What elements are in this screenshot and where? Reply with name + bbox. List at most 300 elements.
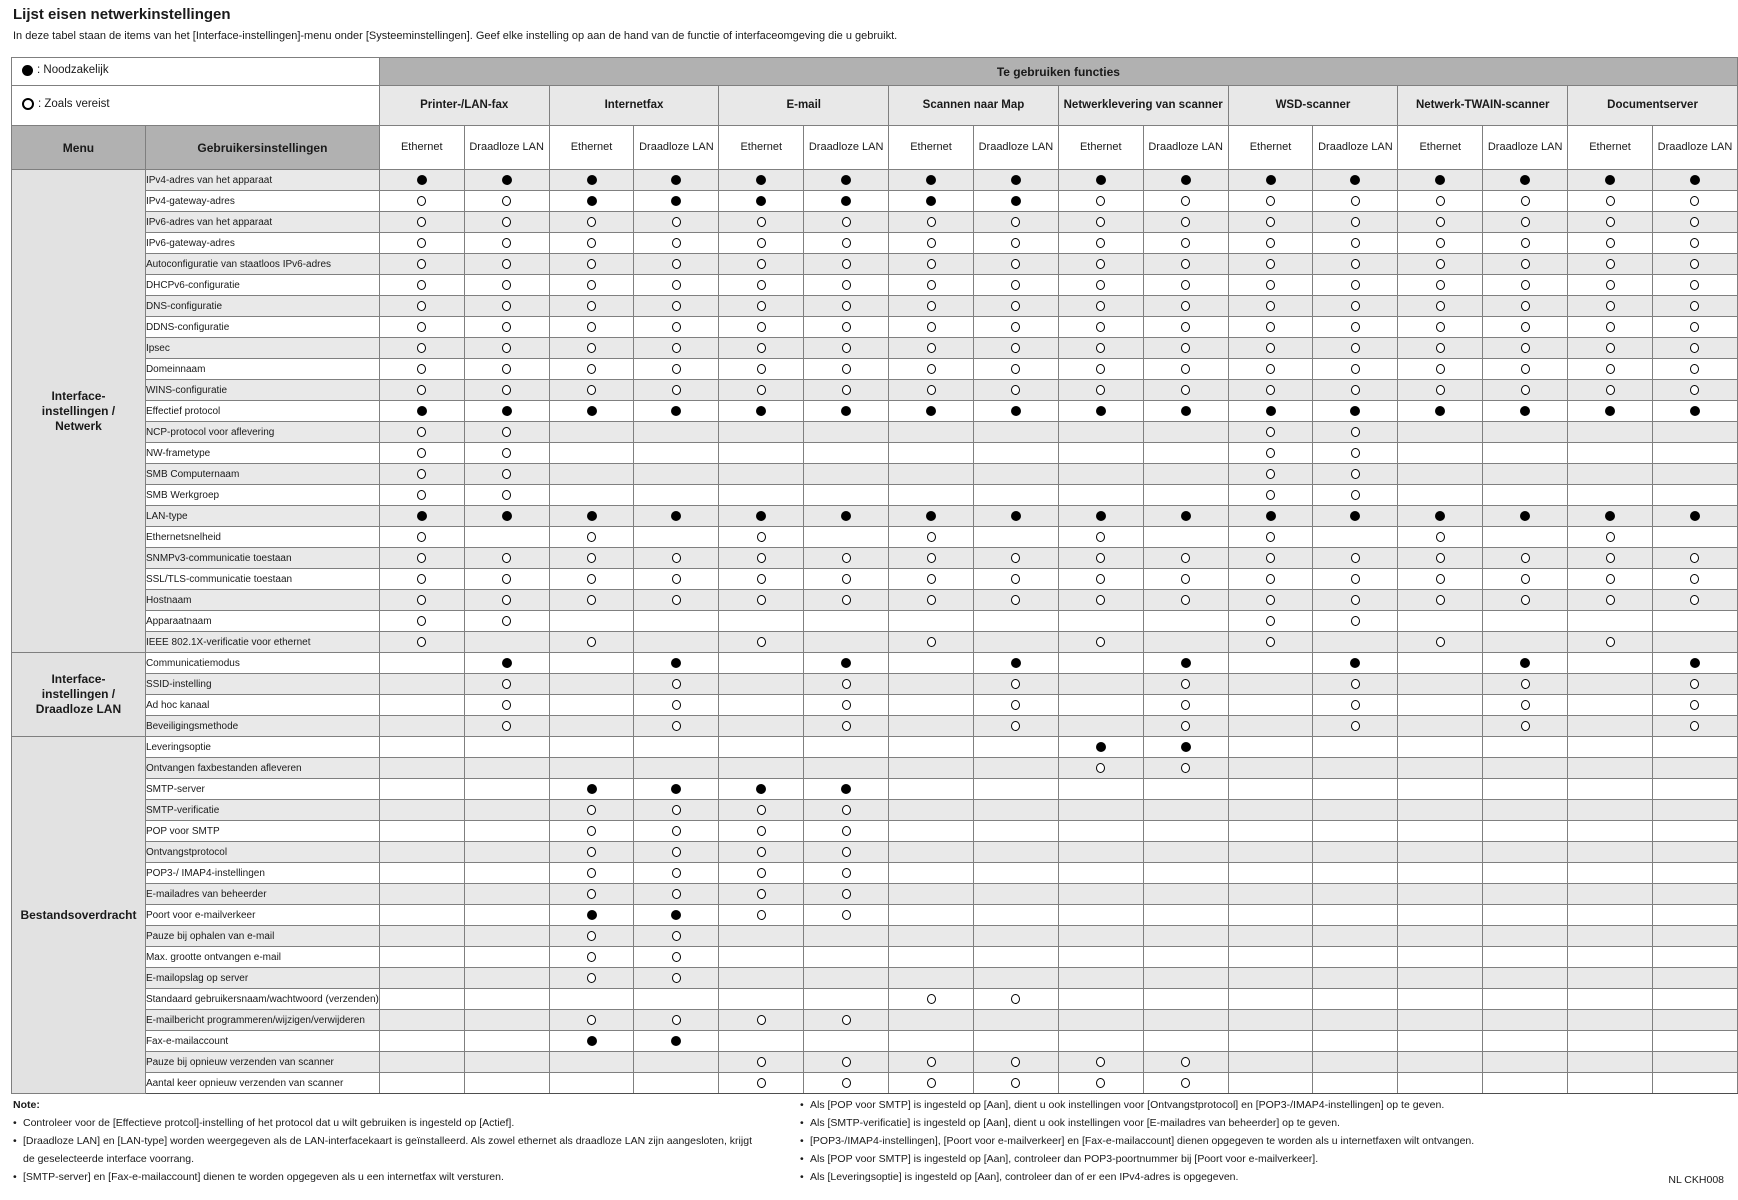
- matrix-cell: [1568, 254, 1653, 275]
- matrix-cell: [889, 779, 974, 800]
- open-circle-icon: [672, 385, 681, 395]
- table-row: [12, 254, 1738, 275]
- matrix-cell: [804, 317, 889, 338]
- matrix-cell: [804, 275, 889, 296]
- matrix-cell: [1398, 464, 1483, 485]
- matrix-cell: [1143, 380, 1228, 401]
- table-row: [12, 422, 1738, 443]
- open-circle-icon: [927, 301, 936, 311]
- setting-label: E-mailopslag op server: [145, 968, 379, 989]
- matrix-cell: [379, 590, 464, 611]
- matrix-cell: [1398, 674, 1483, 695]
- matrix-cell: [1058, 317, 1143, 338]
- open-circle-icon: [842, 826, 851, 836]
- matrix-cell: [804, 359, 889, 380]
- open-circle-icon: [842, 847, 851, 857]
- matrix-cell: [634, 695, 719, 716]
- matrix-cell: [719, 191, 804, 212]
- open-circle-icon: [1521, 721, 1530, 731]
- open-circle-icon: [672, 1015, 681, 1025]
- open-circle-icon: [417, 490, 426, 500]
- matrix-cell: [1568, 905, 1653, 926]
- matrix-cell: [1652, 464, 1737, 485]
- matrix-cell: [464, 695, 549, 716]
- open-circle-icon: [1096, 238, 1105, 248]
- matrix-cell: [379, 653, 464, 674]
- filled-circle-icon: [1181, 742, 1191, 752]
- matrix-cell: [1058, 548, 1143, 569]
- matrix-cell: [804, 758, 889, 779]
- open-circle-icon: [1266, 238, 1275, 248]
- matrix-cell: [1313, 884, 1398, 905]
- legend-as-needed-label: : Zoals vereist: [38, 98, 110, 110]
- matrix-cell: [1483, 1031, 1568, 1052]
- open-circle-icon: [1690, 217, 1699, 227]
- open-circle-icon: [757, 343, 766, 353]
- matrix-cell: [549, 1052, 634, 1073]
- matrix-cell: [1228, 338, 1313, 359]
- open-circle-icon: [502, 427, 511, 437]
- open-circle-icon: [1266, 637, 1275, 647]
- matrix-cell: [1143, 401, 1228, 422]
- matrix-cell: [1568, 569, 1653, 590]
- matrix-cell: [1313, 275, 1398, 296]
- setting-label: SSL/TLS-communicatie toestaan: [145, 569, 379, 590]
- setting-label: IPv6-gateway-adres: [145, 233, 379, 254]
- matrix-cell: [1228, 275, 1313, 296]
- open-circle-icon: [1181, 721, 1190, 731]
- matrix-cell: [464, 737, 549, 758]
- matrix-cell: [804, 170, 889, 191]
- matrix-cell: [1228, 443, 1313, 464]
- matrix-cell: [1058, 1010, 1143, 1031]
- open-circle-icon: [757, 238, 766, 248]
- open-circle-icon: [1690, 238, 1699, 248]
- open-circle-icon: [1606, 595, 1615, 605]
- matrix-cell: [719, 422, 804, 443]
- matrix-cell: [1058, 863, 1143, 884]
- open-circle-icon: [757, 532, 766, 542]
- table-row: [12, 632, 1738, 653]
- open-circle-icon: [842, 679, 851, 689]
- open-circle-icon: [1351, 280, 1360, 290]
- matrix-cell: [804, 863, 889, 884]
- open-circle-icon: [1436, 364, 1445, 374]
- matrix-cell: [1143, 275, 1228, 296]
- table-row: [12, 1010, 1738, 1031]
- filled-circle-icon: [1690, 511, 1700, 521]
- matrix-cell: [1483, 485, 1568, 506]
- matrix-cell: [1058, 674, 1143, 695]
- open-circle-icon: [842, 868, 851, 878]
- matrix-cell: [549, 422, 634, 443]
- open-circle-icon: [1181, 301, 1190, 311]
- matrix-cell: [1398, 338, 1483, 359]
- matrix-cell: [889, 653, 974, 674]
- matrix-cell: [1652, 611, 1737, 632]
- setting-label: SSID-instelling: [145, 674, 379, 695]
- page-title: Lijst eisen netwerkinstellingen: [13, 6, 231, 23]
- open-circle-icon: [502, 448, 511, 458]
- open-circle-icon: [587, 637, 596, 647]
- matrix-cell: [1228, 653, 1313, 674]
- matrix-cell: [804, 653, 889, 674]
- matrix-cell: [1398, 1031, 1483, 1052]
- matrix-cell: [1058, 506, 1143, 527]
- filled-circle-icon: [1011, 406, 1021, 416]
- matrix-cell: [549, 464, 634, 485]
- matrix-cell: [1652, 716, 1737, 737]
- matrix-cell: [804, 506, 889, 527]
- matrix-cell: [1398, 359, 1483, 380]
- notes-right: [800, 1096, 1738, 1186]
- matrix-cell: [1568, 590, 1653, 611]
- filled-circle-icon: [502, 175, 512, 185]
- open-circle-icon: [1011, 343, 1020, 353]
- matrix-cell: [1568, 884, 1653, 905]
- matrix-cell: [1398, 317, 1483, 338]
- matrix-cell: [1483, 821, 1568, 842]
- matrix-cell: [634, 338, 719, 359]
- matrix-cell: [1398, 254, 1483, 275]
- matrix-cell: [973, 674, 1058, 695]
- matrix-cell: [634, 1073, 719, 1094]
- matrix-cell: [804, 1052, 889, 1073]
- matrix-cell: [889, 401, 974, 422]
- matrix-cell: [634, 821, 719, 842]
- table-row: [12, 884, 1738, 905]
- matrix-cell: [379, 632, 464, 653]
- matrix-cell: [464, 611, 549, 632]
- matrix-cell: [379, 695, 464, 716]
- open-circle-icon: [1436, 196, 1445, 206]
- matrix-cell: [1398, 737, 1483, 758]
- matrix-cell: [1398, 422, 1483, 443]
- matrix-cell: [379, 1052, 464, 1073]
- open-circle-icon: [1181, 763, 1190, 773]
- matrix-cell: [1143, 695, 1228, 716]
- matrix-cell: [379, 1010, 464, 1031]
- matrix-cell: [634, 275, 719, 296]
- matrix-cell: [719, 905, 804, 926]
- matrix-cell: [1398, 1073, 1483, 1094]
- matrix-cell: [1652, 233, 1737, 254]
- matrix-cell: [379, 716, 464, 737]
- filled-circle-icon: [1096, 511, 1106, 521]
- matrix-cell: [973, 1010, 1058, 1031]
- matrix-cell: [889, 821, 974, 842]
- open-circle-icon: [587, 301, 596, 311]
- matrix-cell: [719, 590, 804, 611]
- matrix-cell: [1483, 611, 1568, 632]
- matrix-cell: [1483, 191, 1568, 212]
- open-circle-icon: [502, 259, 511, 269]
- matrix-cell: [1058, 443, 1143, 464]
- matrix-cell: [889, 548, 974, 569]
- setting-label: Ipsec: [145, 338, 379, 359]
- matrix-cell: [1483, 989, 1568, 1010]
- page-subtitle: In deze tabel staan de items van het [Interface-instellingen]-menu onder [Systeeminstellingen]. Geef elke instelling op aan de hand van de functie of interfaceomgeving die u gebruikt.: [13, 30, 898, 42]
- setting-label: Poort voor e-mailverkeer: [145, 905, 379, 926]
- matrix-cell: [1483, 1010, 1568, 1031]
- matrix-cell: [464, 863, 549, 884]
- matrix-cell: [1652, 905, 1737, 926]
- open-circle-icon: [1011, 721, 1020, 731]
- matrix-cell: [804, 590, 889, 611]
- matrix-cell: [1398, 989, 1483, 1010]
- matrix-cell: [719, 674, 804, 695]
- open-circle-icon: [587, 259, 596, 269]
- open-circle-icon: [502, 616, 511, 626]
- matrix-cell: [1652, 254, 1737, 275]
- matrix-cell: [1313, 212, 1398, 233]
- matrix-cell: [549, 632, 634, 653]
- open-circle-icon: [1351, 217, 1360, 227]
- matrix-cell: [1313, 296, 1398, 317]
- matrix-cell: [464, 1073, 549, 1094]
- filled-circle-icon: [587, 175, 597, 185]
- matrix-cell: [1143, 359, 1228, 380]
- matrix-cell: [973, 737, 1058, 758]
- setting-label: POP voor SMTP: [145, 821, 379, 842]
- table-row: [12, 674, 1738, 695]
- matrix-cell: [1228, 800, 1313, 821]
- setting-label: Effectief protocol: [145, 401, 379, 422]
- matrix-cell: [1228, 674, 1313, 695]
- filled-circle-icon: [1605, 175, 1615, 185]
- filled-circle-icon: [671, 1036, 681, 1046]
- matrix-cell: [889, 884, 974, 905]
- table-row: [12, 758, 1738, 779]
- matrix-cell: [804, 611, 889, 632]
- matrix-cell: [1568, 611, 1653, 632]
- matrix-cell: [1483, 212, 1568, 233]
- matrix-cell: [379, 947, 464, 968]
- matrix-cell: [464, 590, 549, 611]
- open-circle-icon: [1690, 721, 1699, 731]
- open-circle-icon: [502, 679, 511, 689]
- matrix-cell: [719, 758, 804, 779]
- open-circle-icon: [417, 574, 426, 584]
- open-circle-icon: [417, 364, 426, 374]
- matrix-cell: [973, 800, 1058, 821]
- table-row: [12, 842, 1738, 863]
- matrix-cell: [1483, 275, 1568, 296]
- matrix-cell: [464, 842, 549, 863]
- matrix-cell: [1652, 947, 1737, 968]
- open-circle-icon: [1606, 364, 1615, 374]
- matrix-cell: [889, 926, 974, 947]
- open-circle-icon: [842, 1015, 851, 1025]
- matrix-cell: [804, 1073, 889, 1094]
- matrix-cell: [1143, 968, 1228, 989]
- open-circle-icon: [1690, 301, 1699, 311]
- matrix-cell: [1143, 632, 1228, 653]
- open-circle-icon: [757, 280, 766, 290]
- matrix-cell: [1313, 1010, 1398, 1031]
- matrix-cell: [1228, 233, 1313, 254]
- matrix-cell: [1483, 674, 1568, 695]
- matrix-cell: [1398, 758, 1483, 779]
- matrix-cell: [1313, 737, 1398, 758]
- subcolumn-header-1-0: Ethernet: [549, 126, 634, 170]
- matrix-cell: [719, 695, 804, 716]
- setting-label: Ethernetsnelheid: [145, 527, 379, 548]
- matrix-cell: [804, 254, 889, 275]
- matrix-cell: [804, 422, 889, 443]
- open-circle-icon: [842, 343, 851, 353]
- open-circle-icon: [1096, 385, 1105, 395]
- open-circle-icon: [1436, 532, 1445, 542]
- filled-circle-icon: [1690, 175, 1700, 185]
- matrix-cell: [1143, 758, 1228, 779]
- open-circle-icon: [1181, 679, 1190, 689]
- matrix-cell: [1058, 590, 1143, 611]
- open-circle-icon: [417, 322, 426, 332]
- matrix-cell: [549, 716, 634, 737]
- matrix-cell: [464, 380, 549, 401]
- matrix-cell: [1228, 611, 1313, 632]
- matrix-cell: [1058, 1031, 1143, 1052]
- open-circle-icon: [1181, 217, 1190, 227]
- open-circle-icon: [757, 259, 766, 269]
- matrix-cell: [1652, 359, 1737, 380]
- matrix-cell: [1058, 842, 1143, 863]
- open-circle-icon: [1690, 679, 1699, 689]
- setting-label: DDNS-configuratie: [145, 317, 379, 338]
- matrix-cell: [379, 611, 464, 632]
- open-circle-icon: [1690, 385, 1699, 395]
- setting-label: NCP-protocol voor aflevering: [145, 422, 379, 443]
- matrix-cell: [549, 905, 634, 926]
- matrix-cell: [1143, 443, 1228, 464]
- matrix-cell: [1313, 800, 1398, 821]
- open-circle-icon: [927, 238, 936, 248]
- matrix-cell: [1568, 233, 1653, 254]
- matrix-cell: [973, 905, 1058, 926]
- open-circle-icon: [1096, 259, 1105, 269]
- matrix-cell: [889, 716, 974, 737]
- open-circle-icon: [1521, 343, 1530, 353]
- setting-label: Pauze bij ophalen van e-mail: [145, 926, 379, 947]
- open-circle-icon: [587, 826, 596, 836]
- matrix-cell: [634, 716, 719, 737]
- setting-label: IPv4-adres van het apparaat: [145, 170, 379, 191]
- matrix-cell: [1058, 485, 1143, 506]
- setting-label: SNMPv3-communicatie toestaan: [145, 548, 379, 569]
- function-header-4: Netwerklevering van scanner: [1058, 86, 1228, 126]
- menu-group-label-1: Interface- instellingen / Draadloze LAN: [12, 653, 146, 737]
- matrix-cell: [973, 590, 1058, 611]
- setting-label: DNS-configuratie: [145, 296, 379, 317]
- filled-circle-icon: [671, 511, 681, 521]
- matrix-cell: [1652, 821, 1737, 842]
- matrix-cell: [889, 527, 974, 548]
- open-circle-icon: [1011, 1078, 1020, 1088]
- matrix-cell: [464, 317, 549, 338]
- open-circle-icon: [1436, 217, 1445, 227]
- matrix-cell: [889, 1010, 974, 1031]
- matrix-cell: [1228, 212, 1313, 233]
- open-circle-icon: [1521, 679, 1530, 689]
- matrix-cell: [379, 905, 464, 926]
- open-circle-icon: [1606, 217, 1615, 227]
- open-circle-icon: [1011, 280, 1020, 290]
- setting-label: Beveiligingsmethode: [145, 716, 379, 737]
- bullet-icon: •: [800, 1117, 804, 1130]
- open-circle-icon: [1011, 574, 1020, 584]
- open-circle-icon: [1181, 322, 1190, 332]
- matrix-cell: [1228, 884, 1313, 905]
- matrix-cell: [1483, 317, 1568, 338]
- matrix-cell: [1143, 548, 1228, 569]
- open-circle-icon: [502, 196, 511, 206]
- matrix-cell: [804, 737, 889, 758]
- matrix-cell: [973, 296, 1058, 317]
- open-circle-icon: [672, 259, 681, 269]
- matrix-cell: [719, 926, 804, 947]
- open-circle-icon: [502, 301, 511, 311]
- matrix-cell: [973, 611, 1058, 632]
- matrix-cell: [549, 653, 634, 674]
- open-circle-icon: [1266, 322, 1275, 332]
- matrix-cell: [1568, 401, 1653, 422]
- matrix-cell: [1313, 527, 1398, 548]
- matrix-cell: [379, 485, 464, 506]
- filled-circle-icon: [502, 406, 512, 416]
- matrix-cell: [549, 485, 634, 506]
- matrix-cell: [719, 968, 804, 989]
- open-circle-icon: [417, 217, 426, 227]
- matrix-cell: [379, 989, 464, 1010]
- open-circle-icon: [1181, 595, 1190, 605]
- matrix-cell: [1228, 779, 1313, 800]
- open-circle-icon: [1436, 385, 1445, 395]
- matrix-cell: [1568, 380, 1653, 401]
- matrix-cell: [1483, 863, 1568, 884]
- open-circle-icon: [927, 574, 936, 584]
- matrix-cell: [379, 170, 464, 191]
- open-circle-icon: [1181, 700, 1190, 710]
- open-circle-icon: [1606, 280, 1615, 290]
- matrix-cell: [1058, 275, 1143, 296]
- filled-circle-icon: [587, 196, 597, 206]
- matrix-cell: [1398, 1052, 1483, 1073]
- matrix-cell: [549, 359, 634, 380]
- matrix-cell: [719, 1010, 804, 1031]
- matrix-cell: [1143, 821, 1228, 842]
- matrix-cell: [1313, 989, 1398, 1010]
- matrix-cell: [549, 380, 634, 401]
- matrix-cell: [1058, 611, 1143, 632]
- matrix-cell: [1652, 569, 1737, 590]
- open-circle-icon: [757, 826, 766, 836]
- table-row: [12, 506, 1738, 527]
- matrix-cell: [889, 485, 974, 506]
- matrix-cell: [1313, 1052, 1398, 1073]
- open-circle-icon: [1266, 259, 1275, 269]
- open-circle-icon: [672, 238, 681, 248]
- matrix-cell: [1652, 968, 1737, 989]
- open-circle-icon: [1011, 994, 1020, 1004]
- open-circle-icon: [1266, 595, 1275, 605]
- matrix-cell: [1483, 947, 1568, 968]
- open-circle-icon: [1351, 364, 1360, 374]
- matrix-cell: [1143, 1073, 1228, 1094]
- open-circle-icon: [502, 364, 511, 374]
- open-circle-icon: [587, 805, 596, 815]
- table-row: [12, 338, 1738, 359]
